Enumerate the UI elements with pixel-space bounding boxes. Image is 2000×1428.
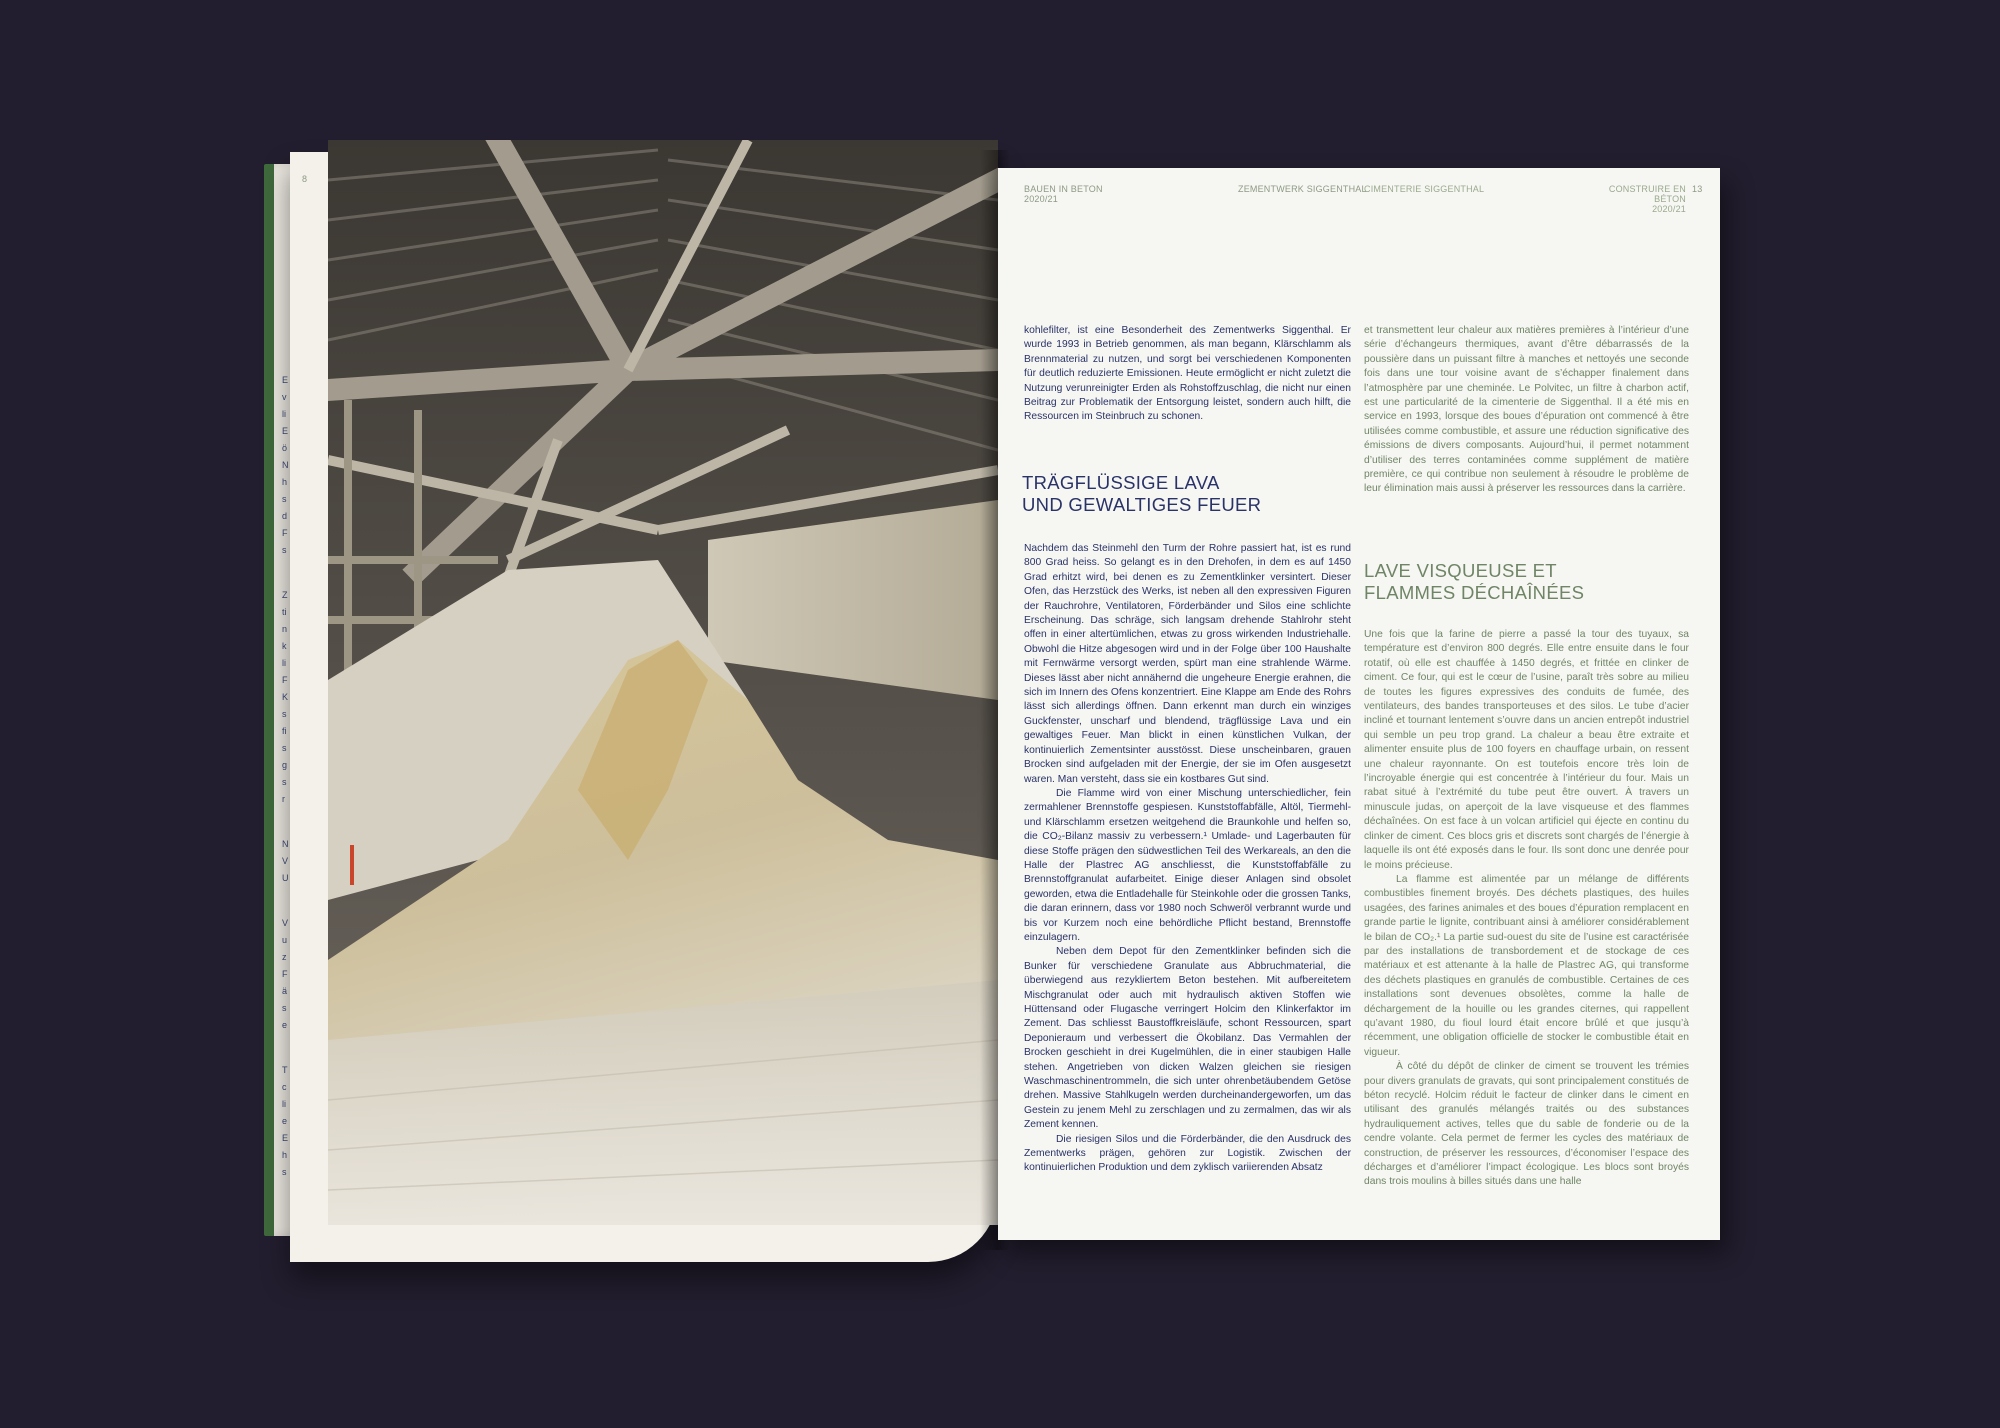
german-intro-paragraph: kohlefilter, ist eine Besonderheit des Zementwerks Siggenthal. Er wurde 1993 in Betrieb genommen, als man begann, Klärschlamm als Brennmaterial zu nutzen, und sorgt bei verschiedenen Komponenten für deutlich reduzierte Emissionen. Heute ermöglicht er nicht zuletzt die Nutzung verunreinigter Erden als Rohstoffzuschlag, die nicht nur einen Beitrag zur Problematik der Entsorgung leistet, sondern auch hilft, die Ressourcen im Steinbruch zu schonen. (1024, 325, 1351, 423)
underlying-page-glyph: U (282, 873, 289, 883)
underlying-page-glyph: N (282, 839, 289, 849)
underlying-page-glyph: z (282, 952, 287, 962)
underlying-page-glyph: fi (282, 726, 287, 736)
header-publication-title-fr: CONSTRUIRE EN BÉTON (1608, 184, 1686, 204)
german-body-text (1024, 542, 1351, 1176)
french-intro-paragraph: et transmettent leur chaleur aux matières premières à l’intérieur d’une série d’échangeurs thermiques, avant d’être débarrassés de la poussière dans un puissant filtre à manches et nettoyés une seconde fois dans une tour voisine avant de s’échapper finalement dans l’atmosphère par une cheminée. Le Polvitec, un filtre à charbon actif, est une particularité de la cimenterie de Siggenthal. Il a été mis en service en 1993, lorsque des boues d’épuration ont commencé à être utilisées comme combustible, et assure une réduction significative des émissions de divers composants. Aujourd’hui, il permet notamment d’utiliser des terres contaminées comme supplément de matière première, ce qui contribue non seulement à résoudre le problème de leur élimination mais aussi à préserver les ressources dans la carrière. (1364, 325, 1689, 495)
clinker-hall-image (328, 140, 998, 1225)
german-paragraph-2: Die Flamme wird von einer Mischung unterschiedlicher, fein zermahlener Brennstoffe gespiesen. Kunststoffabfälle, Altöl, Tiermehl- und Klärschlamm ersetzen weitgehend die Braunkohle und helfen so, die CO₂-Bilanz massiv zu verbessern.¹ Umlade- und Lagerbauten für diese Stoffe prägen den südwestlichen Teil des Werkareals, an den die Halle der Plastrec AG anschliesst, die Kunststoffabfälle zu Brennstoffgranulat aufarbeitet. Einige dieser Anlagen sind obsolet geworden, etwa die Entladehalle für Steinkohle oder die grossen Tanks, die daran erinnern, dass vor 1980 noch Schweröl verbrannt wurde und bis vor Kurzem noch eine behördliche Pflicht bestand, Brennstoffe einzulagern. (1024, 787, 1351, 943)
underlying-page-glyph: h (282, 477, 288, 487)
underlying-page-glyph: s (282, 743, 287, 753)
underlying-page-glyph: V (282, 856, 289, 866)
german-paragraph-1: Nachdem das Steinmehl den Turm der Rohre passiert hat, ist es rund 800 Grad heiss. So gelangt es in den Drehofen, in dem es auf 1450 Grad erhitzt wird, bei denen es zu Zementklinker versintert. Dieser Ofen, das Herzstück des Werks, ist neben all den expressiven Figuren der Rauchrohre, Ventilatoren, Förderbänder und Silos eine schlichte Erscheinung. Das schräge, sich langsam drehende Stahlrohr steht offen in einer altertümlichen, etwas zu gross wirkenden Industriehalle. Obwohl die Hitze abgesogen wird und in der Folge über 100 Haushalte mit Fernwärme versorgt werden, spürt man eine strahlende Wärme. Dieses lässt aber nicht annähernd die ungeheure Energie erahnen, die sich im Innern des Ofens konzentriert. Eine Klappe am Ende des Rohrs lässt sich allerdings öffnen. Dann erkennt man durch ein winziges Guckfenster, unscharf und blendend, trägflüssige Lava und ein gewaltiges Feuer. Man blickt in einen künstlichen Vulkan, der kontinuierlich Zementsinter ausstösst. Diese unscheinbaren, grauen Brocken sind aufgeladen mit der Energie, der sie im Ofen ausgesetzt waren. Man versteht, dass sie ein kostbares Gut sind. (1024, 543, 1351, 785)
german-paragraph-3: Neben dem Depot für den Zementklinker befinden sich die Bunker für verschiedene Granulate aus Abbruchmaterial, die überwiegend aus rezykliertem Beton bestehen. Mit aufbereitetem Mischgranulat oder auch mit hydraulisch aktiven Stoffen wie Hüttensand oder Flugasche verringert Holcim den Klinkerfaktor im Zement. Das schliesst Baustoffkreisläufe, schont Ressourcen, spart Deponieraum und verbessert die Ökobilanz. Das Vermahlen der Brocken geschieht in drei Kugelmühlen, die in einer staubigen Halle stehen. Angetrieben von dicken Walzen gleichen sie riesigen Waschmaschinentrommeln, die sich unter ohrenbetäubendem Getöse drehen. Massive Stahlkugeln werden durcheinandergeworfen, um das Gestein zu jenem Mehl zu zerschlagen und zu zermalmen, das wir als Zement kennen. (1024, 946, 1351, 1131)
underlying-page-glyph: V (282, 918, 289, 928)
french-paragraph-3: À côté du dépôt de clinker de ciment se trouvent les trémies pour divers granulats de gravats, qui sont principalement constitués de béton recyclé. Holcim réduit le facteur de clinker dans le ciment en utilisant des granulés mélangés traités ou des substances hydrauliquement actives, telles que du sable de fonderie ou de la cendre volante. Cela permet de fermer les cycles des matériaux de construction, de préserver les ressources, d’économiser l’espace des décharges et d’améliorer l’impact écologique. Les blocs sont broyés dans trois moulins à billes situés dans une halle (1364, 1061, 1689, 1188)
underlying-page-glyph: s (282, 1167, 287, 1177)
header-publication-year-fr: 2020/21 (1652, 204, 1686, 214)
german-heading-line2: UND GEWALTIGES FEUER (1022, 494, 1262, 515)
french-heading-line1: LAVE VISQUEUSE ET (1364, 560, 1557, 581)
underlying-page-glyph: F (282, 528, 288, 538)
french-paragraph-1: Une fois que la farine de pierre a passé la tour des tuyaux, sa température est d’environ 800 degrés. Elle entre ensuite dans le four rotatif, où elle est chauffée à 1450 degrés, et frittée en clinker de ciment. Ce four, qui est le cœur de l’usine, paraît très sobre au milieu de toutes les figures expressives des conduits de fumée, des ventilateurs, des bandes transporteuses et des silos. Le tube d’acier incliné et tournant lentement s’ouvre dans un ancien entrepôt industriel qui semble un peu trop grand. La chaleur a beau être extraite et alimenter ensuite plus de 100 foyers en chauffage urbain, on ressent une chaleur rayonnante. On est toutefois encore très loin de l’incroyable énergie qui est concentrée à l’intérieur du four. Mais un rabat situé à l’extrémité du tube peut être ouvert. À travers un minuscule judas, on aperçoit de la lave visqueuse et des flammes déchaînées. On est face à un volcan artificiel qui éjecte en continu du clinker de ciment. Ces blocs gris et discrets sont chargés de l’énergie à laquelle ils ont été exposés dans le four. Ils sont donc une denrée pour le moins précieuse. (1364, 629, 1689, 871)
underlying-page-glyph: li (282, 1099, 286, 1109)
clinker-hall-photo (328, 140, 998, 1225)
underlying-page-glyph: n (282, 624, 288, 634)
underlying-page-glyph: s (282, 777, 287, 787)
german-intro-text (1024, 324, 1351, 425)
french-intro-text (1364, 324, 1689, 497)
french-paragraph-2: La flamme est alimentée par un mélange de différents combustibles finement broyés. Des déchets plastiques, des huiles usagées, des farines animales et des boues d’épuration remplacent en grande partie le lignite, contribuant ainsi à améliorer considérablement le bilan de CO₂.¹ La partie sud-ouest du site de l’usine est caractérisée par des installations de transbordement et de stockage de ces matériaux et est attenante à la halle de Plastrec AG, qui transforme des déchets plastiques en granulés de combustible. Certaines de ces installations sont devenues obsolètes, comme la halle de déchargement de la houille ou les grandes citernes, qui rappellent qu’avant 1980, du fioul lourd était encore brûlé et que jusqu’à récemment, une obligation officielle de stocker le combustible était en vigueur. (1364, 873, 1689, 1058)
french-heading-line2: FLAMMES DÉCHAÎNÉES (1364, 582, 1585, 603)
right-page (998, 168, 1720, 1240)
underlying-page-glyph: K (282, 692, 289, 702)
underlying-page-glyph: s (282, 1003, 287, 1013)
underlying-page-glyph: ä (282, 986, 288, 996)
underlying-page-glyph: g (282, 760, 288, 770)
header-publication (1024, 184, 1103, 204)
underlying-page-glyph: N (282, 460, 289, 470)
underlying-page-glyph: ö (282, 443, 288, 453)
underlying-page-glyph: s (282, 494, 287, 504)
underlying-page-glyph: F (282, 675, 288, 685)
left-page-number: 8 (302, 174, 308, 184)
underlying-page-glyph: li (282, 409, 286, 419)
underlying-page-glyph: u (282, 935, 288, 945)
underlying-page-glyph: E (282, 1133, 289, 1143)
french-body-text (1364, 628, 1689, 1190)
german-paragraph-4: Die riesigen Silos und die Förderbänder, die den Ausdruck des Zementwerks prägen, gehören zur Logistik. Zwischen der kontinuierlichen Produktion und dem zyklisch variierenden Absatz (1024, 1133, 1351, 1174)
underlying-page-glyph: v (282, 392, 287, 402)
german-heading (1022, 472, 1261, 516)
header-section-fr: CIMENTERIE SIGGENTHAL (1364, 184, 1485, 194)
underlying-page-glyph: e (282, 1116, 288, 1126)
header-publication-title: BAUEN IN BETON (1024, 184, 1103, 194)
underlying-page-glyph: Z (282, 590, 288, 600)
underlying-page-glyph: e (282, 1020, 288, 1030)
header-section-de: ZEMENTWERK SIGGENTHAL (1238, 184, 1367, 194)
underlying-page-glyph: c (282, 1082, 287, 1092)
header-publication-year: 2020/21 (1024, 194, 1058, 204)
underlying-page-glyph: d (282, 511, 288, 521)
underlying-page-glyph: E (282, 375, 289, 385)
header-publication-fr (1594, 184, 1686, 214)
german-heading-line1: TRÄGFLÜSSIGE LAVA (1022, 472, 1220, 493)
underlying-page-glyph: h (282, 1150, 288, 1160)
underlying-page-glyph: s (282, 709, 287, 719)
underlying-page-glyph: k (282, 641, 287, 651)
french-heading (1364, 560, 1584, 604)
underlying-page-glyph: r (282, 794, 285, 804)
underlying-page-glyph: ti (282, 607, 287, 617)
underlying-page-glyph: s (282, 545, 287, 555)
underlying-page-glyph: li (282, 658, 286, 668)
underlying-page-glyph: E (282, 426, 289, 436)
underlying-page-glyph: F (282, 969, 288, 979)
underlying-page-glyph: T (282, 1065, 288, 1075)
page-number: 13 (1692, 184, 1703, 194)
